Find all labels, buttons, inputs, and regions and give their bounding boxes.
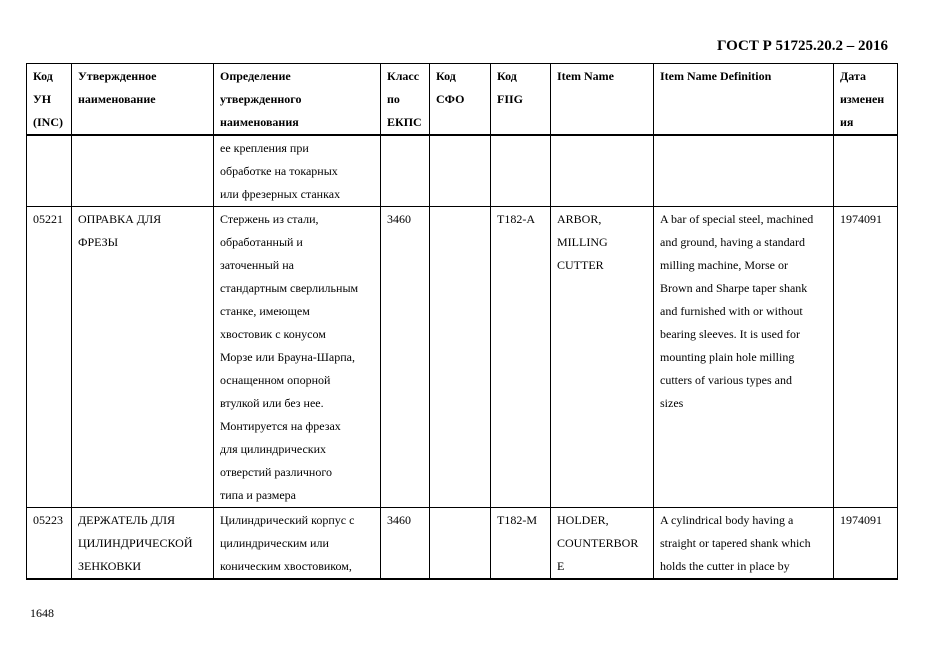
column-header	[491, 64, 551, 136]
approved-name-cell	[72, 207, 214, 508]
cell-line: cutters of various types and	[660, 373, 792, 387]
cell-line: mounting plain hole milling	[660, 350, 795, 364]
cell-line: bearing sleeves. It is used for	[660, 327, 800, 341]
approved-name-cell	[72, 135, 214, 207]
column-header-line: Код	[436, 69, 456, 83]
cell-line: ДЕРЖАТЕЛЬ ДЛЯ	[78, 513, 175, 527]
cell-line: T182-A	[497, 212, 535, 226]
definition-cell	[214, 508, 381, 580]
cell-line: цилиндрическим или	[220, 536, 329, 550]
item-name-cell	[551, 207, 654, 508]
cell-line: хвостовик с конусом	[220, 327, 326, 341]
column-header	[430, 64, 491, 136]
column-header-line: Код	[33, 69, 53, 83]
fiig-code-cell	[491, 207, 551, 508]
column-header-line: Класс	[387, 69, 420, 83]
inc-code-cell	[27, 508, 72, 580]
sfo-code-cell	[430, 135, 491, 207]
class-cell	[381, 135, 430, 207]
cell-line: COUNTERBOR	[557, 536, 639, 550]
cell-line: ARBOR,	[557, 212, 602, 226]
cell-line: станке, имеющем	[220, 304, 310, 318]
column-header	[214, 64, 381, 136]
cell-line: 1974091	[840, 212, 882, 226]
column-header-line: УН	[33, 92, 52, 106]
cell-line: 05223	[33, 513, 63, 527]
cell-line: straight or tapered shank which	[660, 536, 811, 550]
inc-code-cell	[27, 207, 72, 508]
inc-code-cell	[27, 135, 72, 207]
cell-line: A bar of special steel, machined	[660, 212, 814, 226]
change-date-cell	[834, 207, 898, 508]
cell-line: 05221	[33, 212, 63, 226]
cell-line: или фрезерных станках	[220, 187, 341, 201]
cell-line: holds the cutter in place by	[660, 559, 790, 573]
cell-line: 1974091	[840, 513, 882, 527]
column-header-line: Утвержденное	[78, 69, 157, 83]
cell-line: 3460	[387, 212, 411, 226]
page-number: 1648	[30, 606, 54, 620]
change-date-cell	[834, 508, 898, 580]
table-row	[27, 135, 898, 207]
item-definition-cell	[654, 135, 834, 207]
cell-line: 3460	[387, 513, 411, 527]
cell-line: ОПРАВКА ДЛЯ	[78, 212, 162, 226]
cell-line: оснащенном опорной	[220, 373, 331, 387]
cell-line: Монтируется на фрезах	[220, 419, 341, 433]
fiig-code-cell	[491, 508, 551, 580]
cell-line: Морзе или Брауна-Шарпа,	[220, 350, 355, 364]
cell-line: ЗЕНКОВКИ	[78, 559, 142, 573]
sfo-code-cell	[430, 508, 491, 580]
definition-cell	[214, 207, 381, 508]
cell-line: T182-M	[497, 513, 537, 527]
column-header-line: изменен	[840, 92, 885, 106]
cell-line: ФРЕЗЫ	[78, 235, 119, 249]
sfo-code-cell	[430, 207, 491, 508]
column-header-line: утвержденного	[220, 92, 302, 106]
cell-line: sizes	[660, 396, 684, 410]
table-row	[27, 207, 898, 508]
cell-line: Brown and Sharpe taper shank	[660, 281, 808, 295]
table-row	[27, 508, 898, 580]
cell-line: HOLDER,	[557, 513, 609, 527]
cell-line: milling machine, Morse or	[660, 258, 788, 272]
items-table	[26, 63, 898, 580]
column-header-line: (INC)	[33, 115, 63, 129]
cell-line: отверстий различного	[220, 465, 332, 479]
column-header	[551, 64, 654, 136]
cell-line: для цилиндрических	[220, 442, 327, 456]
table-header-row	[27, 64, 898, 136]
column-header	[654, 64, 834, 136]
column-header-line: СФО	[436, 92, 465, 106]
column-header-line: наименование	[78, 92, 156, 106]
cell-line: and ground, having a standard	[660, 235, 805, 249]
column-header-line: ия	[840, 115, 854, 129]
item-definition-cell	[654, 508, 834, 580]
cell-line: ее крепления при	[220, 141, 309, 155]
column-header-line: FIIG	[497, 92, 524, 106]
definition-cell	[214, 135, 381, 207]
cell-line: and furnished with or without	[660, 304, 803, 318]
cell-line: A cylindrical body having a	[660, 513, 794, 527]
cell-line: MILLING	[557, 235, 608, 249]
cell-line: Цилиндрический корпус с	[220, 513, 355, 527]
class-cell	[381, 508, 430, 580]
cell-line: E	[557, 559, 565, 573]
change-date-cell	[834, 135, 898, 207]
fiig-code-cell	[491, 135, 551, 207]
cell-line: обработанный и	[220, 235, 303, 249]
item-definition-cell	[654, 207, 834, 508]
column-header	[72, 64, 214, 136]
cell-line: обработке на токарных	[220, 164, 338, 178]
column-header	[381, 64, 430, 136]
column-header-line: Item Name Definition	[660, 69, 772, 83]
cell-line: заточенный на	[220, 258, 294, 272]
column-header-line: по	[387, 92, 400, 106]
column-header	[27, 64, 72, 136]
item-name-cell	[551, 135, 654, 207]
cell-line: CUTTER	[557, 258, 604, 272]
column-header-line: Код	[497, 69, 517, 83]
column-header-line: Дата	[840, 69, 866, 83]
class-cell	[381, 207, 430, 508]
cell-line: стандартным сверлильным	[220, 281, 359, 295]
document-title: ГОСТ Р 51725.20.2 – 2016	[716, 38, 888, 54]
cell-line: втулкой или без нее.	[220, 396, 324, 410]
cell-line: коническим хвостовиком,	[220, 559, 352, 573]
cell-line: ЦИЛИНДРИЧЕСКОЙ	[78, 536, 193, 550]
cell-line: типа и размера	[220, 488, 296, 502]
column-header-line: Item Name	[557, 69, 614, 83]
column-header-line: ЕКПС	[387, 115, 422, 129]
item-name-cell	[551, 508, 654, 580]
column-header-line: наименования	[220, 115, 299, 129]
cell-line: Стержень из стали,	[220, 212, 319, 226]
approved-name-cell	[72, 508, 214, 580]
column-header-line: Определение	[220, 69, 291, 83]
column-header	[834, 64, 898, 136]
